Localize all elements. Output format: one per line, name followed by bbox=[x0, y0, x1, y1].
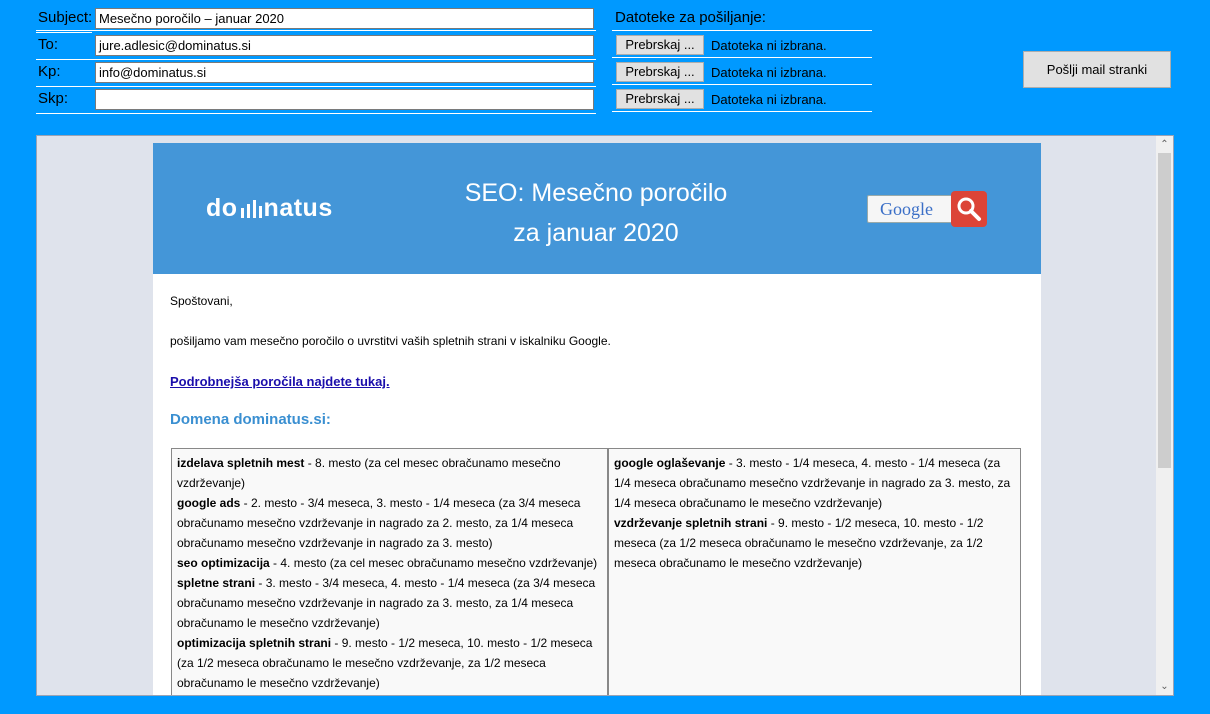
to-row bbox=[36, 33, 596, 60]
results-left-cell bbox=[171, 448, 608, 696]
dominatus-logo bbox=[206, 194, 333, 223]
browse-button-kp[interactable]: Prebrskaj ... bbox=[616, 62, 704, 82]
banner-title-line1: SEO: Mesečno poročilo bbox=[464, 179, 728, 207]
keyword-name: spletne strani bbox=[177, 576, 256, 590]
keyword-details: - 2. mesto - 3/4 meseca, 3. mesto - 1/4 meseca (za 3/4 meseca obračunamo mesečno vzdrževanje in nagrado za 2. mesto, za 1/4 meseca obračunamo mesečno vzdrževanje in nagrado za 3. mesto) bbox=[177, 496, 581, 550]
browse-button-skp[interactable]: Prebrskaj ... bbox=[616, 89, 704, 109]
banner-title bbox=[423, 173, 769, 253]
keyword-details: - 9. mesto - 1/2 meseca, 10. mesto - 1/2 meseca (za 1/2 meseca obračunamo le mesečno vzdrževanje, za 1/2 meseca obračunamo le mesečno vzdrževanje) bbox=[614, 516, 984, 570]
keyword-name: seo optimizacija bbox=[177, 556, 270, 570]
to-label: To: bbox=[38, 36, 59, 53]
skp-row bbox=[36, 87, 596, 114]
google-badge-text: Google bbox=[880, 199, 933, 219]
results-right-cell bbox=[608, 448, 1021, 696]
scroll-thumb[interactable] bbox=[1158, 153, 1171, 468]
google-search-icon bbox=[867, 191, 988, 227]
no-file-text: Datoteka ni izbrana. bbox=[711, 65, 827, 80]
keyword-details: - 8. mesto (za cel mesec obračunamo mesečno vzdrževanje) bbox=[177, 456, 561, 490]
intro-text: pošiljamo vam mesečno poročilo o uvrstitvi vaših spletnih strani v iskalniku Google. bbox=[170, 334, 611, 348]
divider bbox=[36, 30, 596, 31]
scroll-down-icon[interactable]: ⌄ bbox=[1160, 681, 1169, 692]
divider bbox=[612, 84, 872, 85]
divider bbox=[612, 57, 872, 58]
email-banner bbox=[153, 143, 1041, 274]
keyword-entry bbox=[614, 513, 1015, 573]
skp-input[interactable] bbox=[95, 89, 594, 110]
skp-label: Skp: bbox=[38, 90, 69, 107]
kp-row bbox=[36, 60, 596, 87]
email-preview[interactable] bbox=[36, 135, 1174, 696]
divider bbox=[36, 113, 596, 114]
divider bbox=[612, 30, 872, 31]
no-file-text: Datoteka ni izbrana. bbox=[711, 92, 827, 107]
keyword-name: izdelava spletnih mest bbox=[177, 456, 305, 470]
keyword-details: - 4. mesto (za cel mesec obračunamo mesečno vzdrževanje) bbox=[269, 556, 598, 570]
keyword-entry bbox=[177, 453, 602, 493]
scroll-up-icon[interactable]: ⌃ bbox=[1160, 139, 1169, 150]
keyword-name: google oglaševanje bbox=[614, 456, 726, 470]
to-input[interactable]: jure.adlesic@dominatus.si bbox=[95, 35, 594, 56]
vertical-scrollbar[interactable] bbox=[1156, 136, 1173, 695]
keyword-details: - 3. mesto - 3/4 meseca, 4. mesto - 1/4 meseca (za 3/4 meseca obračunamo mesečno vzdrževanje in nagrado za 3. mesto, za 1/4 meseca obračunamo le mesečno vzdrževanje) bbox=[177, 576, 596, 630]
keyword-name: optimizacija spletnih strani bbox=[177, 636, 332, 650]
keyword-entry bbox=[177, 553, 602, 573]
logo-bars-icon bbox=[239, 198, 263, 218]
keyword-name: google ads bbox=[177, 496, 241, 510]
keyword-details: - 9. mesto - 1/2 meseca, 10. mesto - 1/2 meseca (za 1/2 meseca obračunamo le mesečno vzdrževanje, za 1/2 meseca obračunamo le mesečno vzdrževanje) bbox=[177, 636, 593, 690]
banner-title-line2: za januar 2020 bbox=[513, 219, 679, 247]
send-mail-button[interactable]: Pošlji mail stranki bbox=[1023, 51, 1171, 88]
subject-input[interactable]: Mesečno poročilo – januar 2020 bbox=[95, 8, 594, 29]
keyword-entry bbox=[177, 633, 602, 693]
keyword-entry bbox=[177, 493, 602, 553]
email-body bbox=[153, 143, 1041, 696]
logo-text-right: natus bbox=[263, 194, 333, 222]
divider bbox=[612, 111, 872, 112]
logo-text-left: do bbox=[206, 194, 238, 222]
keyword-details: - 3. mesto - 1/4 meseca, 4. mesto - 1/4 meseca (za 1/4 meseca obračunamo mesečno vzdrževanje in nagrado za 3. mesto, za 1/4 meseca obračunamo le mesečno vzdrževanje) bbox=[614, 456, 1011, 510]
browse-button-to[interactable]: Prebrskaj ... bbox=[616, 35, 704, 55]
keyword-name: vzdrževanje spletnih strani bbox=[614, 516, 768, 530]
attachments-title: Datoteke za pošiljanje: bbox=[615, 9, 766, 26]
magnifier-icon bbox=[951, 191, 987, 227]
kp-input[interactable]: info@dominatus.si bbox=[95, 62, 594, 83]
kp-label: Kp: bbox=[38, 63, 61, 80]
domain-heading: Domena dominatus.si: bbox=[170, 411, 331, 428]
no-file-text: Datoteka ni izbrana. bbox=[711, 38, 827, 53]
subject-label: Subject: bbox=[38, 9, 93, 26]
subject-row bbox=[36, 6, 596, 33]
reports-link[interactable]: Podrobnejša poročila najdete tukaj. bbox=[170, 374, 390, 389]
greeting-text: Spoštovani, bbox=[170, 294, 233, 308]
keyword-entry bbox=[614, 453, 1015, 513]
keyword-entry bbox=[177, 573, 602, 633]
